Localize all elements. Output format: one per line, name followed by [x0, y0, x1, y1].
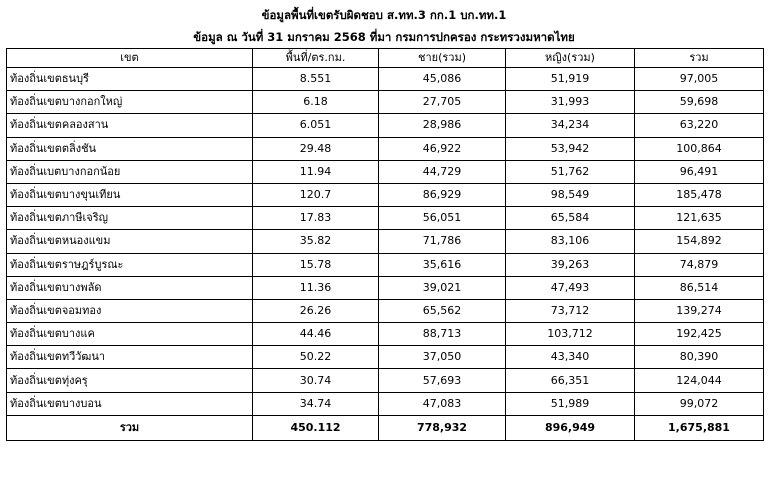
area-cell: 17.83 — [253, 207, 379, 230]
district-name-cell: ท้องถิ่นเขตทวีวัฒนา — [7, 346, 253, 369]
area-cell: 35.82 — [253, 230, 379, 253]
table-header-row — [7, 49, 764, 68]
total-cell: 74,879 — [635, 253, 764, 276]
total-cell: 139,274 — [635, 299, 764, 322]
total-cell: 99,072 — [635, 392, 764, 415]
district-name-cell: ท้องถิ่นเขตตลิ่งชัน — [7, 137, 253, 160]
area-cell: 11.36 — [253, 276, 379, 299]
area-cell: 8.551 — [253, 68, 379, 91]
district-name-cell: ท้องถิ่นเขตบางกอกใหญ่ — [7, 91, 253, 114]
total-cell: 59,698 — [635, 91, 764, 114]
female-cell: 51,989 — [506, 392, 635, 415]
female-cell: 66,351 — [506, 369, 635, 392]
header-area: พื้นที่/ตร.กม. — [253, 49, 379, 68]
total-cell: 100,864 — [635, 137, 764, 160]
female-cell: 73,712 — [506, 299, 635, 322]
total-cell: 97,005 — [635, 68, 764, 91]
male-cell: 86,929 — [379, 183, 506, 206]
district-name-cell: ท้องถิ่นเขตบางขุนเทียน — [7, 183, 253, 206]
male-cell: 65,562 — [379, 299, 506, 322]
district-name-cell: ท้องถิ่นเขตราษฎร์บูรณะ — [7, 253, 253, 276]
male-cell: 45,086 — [379, 68, 506, 91]
district-name-cell: ท้องถิ่นเขตบางแค — [7, 323, 253, 346]
total-cell: 124,044 — [635, 369, 764, 392]
area-cell: 30.74 — [253, 369, 379, 392]
table-row — [7, 114, 764, 137]
area-cell: 11.94 — [253, 160, 379, 183]
female-cell: 51,919 — [506, 68, 635, 91]
table-row — [7, 346, 764, 369]
table-row — [7, 230, 764, 253]
table-row — [7, 160, 764, 183]
district-name-cell: ท้องถิ่นเขตบางบอน — [7, 392, 253, 415]
area-cell: 50.22 — [253, 346, 379, 369]
male-cell: 47,083 — [379, 392, 506, 415]
table-row — [7, 137, 764, 160]
district-population-table — [6, 48, 764, 441]
district-name-cell: ท้องถิ่นเขตภาษีเจริญ — [7, 207, 253, 230]
area-cell: 6.051 — [253, 114, 379, 137]
title-line-2: ข้อมูล ณ วันที่ 31 มกราคม 2568 ที่มา กรมการปกครอง กระทรวงมหาดไทย — [193, 30, 575, 44]
table-row — [7, 183, 764, 206]
header-district: เขต — [7, 49, 253, 68]
total-label: รวม — [7, 415, 253, 440]
table-row — [7, 68, 764, 91]
female-cell: 43,340 — [506, 346, 635, 369]
table-body — [7, 68, 764, 416]
area-cell: 120.7 — [253, 183, 379, 206]
area-cell: 34.74 — [253, 392, 379, 415]
district-name-cell: ท้องถิ่นเขตจอมทอง — [7, 299, 253, 322]
header-male: ชาย(รวม) — [379, 49, 506, 68]
total-area: 450.112 — [253, 415, 379, 440]
male-cell: 39,021 — [379, 276, 506, 299]
female-cell: 51,762 — [506, 160, 635, 183]
male-cell: 57,693 — [379, 369, 506, 392]
female-cell: 83,106 — [506, 230, 635, 253]
female-cell: 47,493 — [506, 276, 635, 299]
female-cell: 65,584 — [506, 207, 635, 230]
total-cell: 96,491 — [635, 160, 764, 183]
male-cell: 88,713 — [379, 323, 506, 346]
district-name-cell: ท้องถิ่นเขตธนบุรี — [7, 68, 253, 91]
district-name-cell: ท้องถิ่นเขตบางพลัด — [7, 276, 253, 299]
total-cell: 86,514 — [635, 276, 764, 299]
total-cell: 192,425 — [635, 323, 764, 346]
area-cell: 15.78 — [253, 253, 379, 276]
male-cell: 28,986 — [379, 114, 506, 137]
male-cell: 27,705 — [379, 91, 506, 114]
total-cell: 80,390 — [635, 346, 764, 369]
district-name-cell: ท้องถิ่นเบตบางกอกน้อย — [7, 160, 253, 183]
total-sum: 1,675,881 — [635, 415, 764, 440]
female-cell: 34,234 — [506, 114, 635, 137]
header-female: หญิง(รวม) — [506, 49, 635, 68]
total-female: 896,949 — [506, 415, 635, 440]
male-cell: 46,922 — [379, 137, 506, 160]
district-name-cell: ท้องถิ่นเขตหนองแขม — [7, 230, 253, 253]
table-row — [7, 392, 764, 415]
header-total: รวม — [635, 49, 764, 68]
total-male: 778,932 — [379, 415, 506, 440]
area-cell: 29.48 — [253, 137, 379, 160]
table-row — [7, 323, 764, 346]
area-cell: 44.46 — [253, 323, 379, 346]
total-cell: 121,635 — [635, 207, 764, 230]
title-line-1: ข้อมูลพื้นที่เขตรับผิดชอบ ส.ทท.3 กก.1 บก.ทท.1 — [261, 8, 507, 22]
total-cell: 185,478 — [635, 183, 764, 206]
total-cell: 63,220 — [635, 114, 764, 137]
male-cell: 44,729 — [379, 160, 506, 183]
area-cell: 26.26 — [253, 299, 379, 322]
male-cell: 56,051 — [379, 207, 506, 230]
female-cell: 103,712 — [506, 323, 635, 346]
district-name-cell: ท้องถิ่นเขตทุ่งครุ — [7, 369, 253, 392]
female-cell: 53,942 — [506, 137, 635, 160]
total-cell: 154,892 — [635, 230, 764, 253]
male-cell: 35,616 — [379, 253, 506, 276]
table-row — [7, 253, 764, 276]
area-cell: 6.18 — [253, 91, 379, 114]
table-row — [7, 207, 764, 230]
total-row — [7, 415, 764, 440]
table-row — [7, 91, 764, 114]
female-cell: 31,993 — [506, 91, 635, 114]
male-cell: 71,786 — [379, 230, 506, 253]
table-row — [7, 369, 764, 392]
male-cell: 37,050 — [379, 346, 506, 369]
district-name-cell: ท้องถิ่นเขตคลองสาน — [7, 114, 253, 137]
female-cell: 98,549 — [506, 183, 635, 206]
female-cell: 39,263 — [506, 253, 635, 276]
table-row — [7, 276, 764, 299]
table-row — [7, 299, 764, 322]
